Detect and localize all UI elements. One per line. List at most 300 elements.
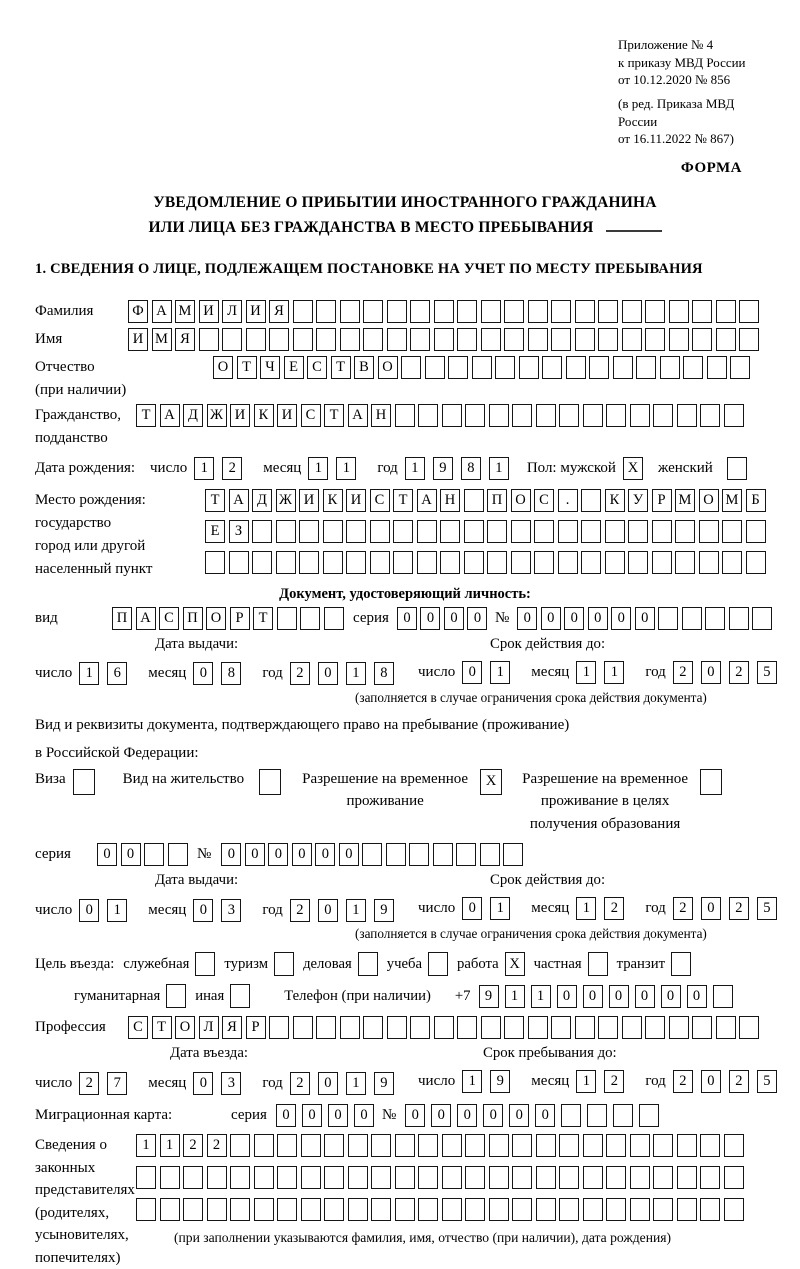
char-cell[interactable] xyxy=(653,404,673,427)
char-cell[interactable] xyxy=(559,1134,579,1157)
char-cell[interactable] xyxy=(395,1166,415,1189)
char-cell[interactable] xyxy=(183,1198,203,1221)
char-cell[interactable] xyxy=(504,328,524,351)
char-cell[interactable]: 9 xyxy=(479,985,499,1008)
char-cell[interactable] xyxy=(410,1016,430,1039)
date-cell[interactable]: 2 xyxy=(290,899,310,922)
char-cell[interactable] xyxy=(401,356,421,379)
char-cell[interactable] xyxy=(387,1016,407,1039)
date-cell[interactable]: 0 xyxy=(462,897,482,920)
char-cell[interactable] xyxy=(699,520,719,543)
char-cell[interactable] xyxy=(417,551,437,574)
char-cell[interactable] xyxy=(739,328,759,351)
char-cell[interactable] xyxy=(299,520,319,543)
char-cell[interactable]: К xyxy=(323,489,343,512)
char-cell[interactable] xyxy=(605,520,625,543)
char-cell[interactable]: А xyxy=(160,404,180,427)
char-cell[interactable]: 2 xyxy=(207,1134,227,1157)
char-cell[interactable] xyxy=(700,1198,720,1221)
char-cell[interactable] xyxy=(371,1166,391,1189)
char-cell[interactable] xyxy=(144,843,164,866)
date-cell[interactable]: 1 xyxy=(489,457,509,480)
char-cell[interactable] xyxy=(324,1198,344,1221)
char-cell[interactable] xyxy=(340,1016,360,1039)
char-cell[interactable] xyxy=(207,1198,227,1221)
char-cell[interactable] xyxy=(512,404,532,427)
char-cell[interactable]: А xyxy=(136,607,156,630)
char-cell[interactable] xyxy=(519,356,539,379)
char-cell[interactable]: М xyxy=(152,328,172,351)
char-cell[interactable] xyxy=(606,1166,626,1189)
char-cell[interactable] xyxy=(622,328,642,351)
char-cell[interactable] xyxy=(277,1134,297,1157)
char-cell[interactable] xyxy=(512,1166,532,1189)
char-cell[interactable] xyxy=(440,520,460,543)
char-cell[interactable] xyxy=(489,1198,509,1221)
char-cell[interactable] xyxy=(729,607,749,630)
date-cell[interactable]: 1 xyxy=(346,899,366,922)
char-cell[interactable] xyxy=(489,1134,509,1157)
date-cell[interactable]: 1 xyxy=(576,897,596,920)
char-cell[interactable] xyxy=(465,1166,485,1189)
char-cell[interactable] xyxy=(433,843,453,866)
char-cell[interactable] xyxy=(457,1016,477,1039)
char-cell[interactable]: 0 xyxy=(457,1104,477,1127)
char-cell[interactable] xyxy=(713,985,733,1008)
date-cell[interactable]: 3 xyxy=(221,899,241,922)
char-cell[interactable]: 0 xyxy=(635,607,655,630)
char-cell[interactable]: Т xyxy=(136,404,156,427)
char-cell[interactable]: 0 xyxy=(517,607,537,630)
char-cell[interactable] xyxy=(692,328,712,351)
char-cell[interactable] xyxy=(495,356,515,379)
char-cell[interactable]: С xyxy=(301,404,321,427)
date-cell[interactable]: 0 xyxy=(79,899,99,922)
char-cell[interactable] xyxy=(605,551,625,574)
char-cell[interactable]: Я xyxy=(222,1016,242,1039)
date-cell[interactable]: 1 xyxy=(346,662,366,685)
char-cell[interactable] xyxy=(630,404,650,427)
date-cell[interactable]: 1 xyxy=(107,899,127,922)
char-cell[interactable]: 0 xyxy=(315,843,335,866)
char-cell[interactable] xyxy=(558,520,578,543)
date-cell[interactable]: 9 xyxy=(490,1070,510,1093)
char-cell[interactable]: Ф xyxy=(128,300,148,323)
date-cell[interactable]: 1 xyxy=(79,662,99,685)
date-cell[interactable]: 9 xyxy=(374,1072,394,1095)
education-residence-permit-checkbox[interactable] xyxy=(700,769,722,795)
char-cell[interactable] xyxy=(464,551,484,574)
date-cell[interactable]: 5 xyxy=(757,1070,777,1093)
char-cell[interactable] xyxy=(168,843,188,866)
char-cell[interactable] xyxy=(371,1134,391,1157)
char-cell[interactable] xyxy=(739,300,759,323)
date-cell[interactable]: 1 xyxy=(490,897,510,920)
char-cell[interactable]: Т xyxy=(237,356,257,379)
char-cell[interactable] xyxy=(323,551,343,574)
other-checkbox[interactable] xyxy=(230,984,250,1008)
private-checkbox[interactable] xyxy=(588,952,608,976)
char-cell[interactable] xyxy=(464,489,484,512)
char-cell[interactable] xyxy=(581,551,601,574)
char-cell[interactable] xyxy=(639,1104,659,1127)
char-cell[interactable]: Р xyxy=(246,1016,266,1039)
sex-male-checkbox[interactable]: X xyxy=(623,457,643,480)
char-cell[interactable] xyxy=(660,356,680,379)
char-cell[interactable] xyxy=(559,1166,579,1189)
char-cell[interactable] xyxy=(730,356,750,379)
char-cell[interactable] xyxy=(346,520,366,543)
char-cell[interactable]: И xyxy=(199,300,219,323)
char-cell[interactable] xyxy=(675,551,695,574)
date-cell[interactable]: 2 xyxy=(79,1072,99,1095)
tourism-checkbox[interactable] xyxy=(274,952,294,976)
char-cell[interactable] xyxy=(536,1134,556,1157)
char-cell[interactable]: З xyxy=(229,520,249,543)
char-cell[interactable] xyxy=(677,404,697,427)
char-cell[interactable]: И xyxy=(299,489,319,512)
char-cell[interactable]: 0 xyxy=(268,843,288,866)
char-cell[interactable] xyxy=(269,328,289,351)
char-cell[interactable]: О xyxy=(378,356,398,379)
char-cell[interactable] xyxy=(418,1134,438,1157)
char-cell[interactable] xyxy=(301,1198,321,1221)
char-cell[interactable] xyxy=(512,1198,532,1221)
char-cell[interactable]: К xyxy=(254,404,274,427)
char-cell[interactable]: Д xyxy=(183,404,203,427)
char-cell[interactable]: Е xyxy=(284,356,304,379)
char-cell[interactable]: 0 xyxy=(328,1104,348,1127)
char-cell[interactable] xyxy=(583,1166,603,1189)
char-cell[interactable] xyxy=(630,1134,650,1157)
char-cell[interactable] xyxy=(677,1198,697,1221)
char-cell[interactable]: Ч xyxy=(260,356,280,379)
char-cell[interactable]: И xyxy=(346,489,366,512)
char-cell[interactable] xyxy=(724,404,744,427)
char-cell[interactable] xyxy=(652,520,672,543)
char-cell[interactable]: М xyxy=(722,489,742,512)
char-cell[interactable] xyxy=(440,551,460,574)
date-cell[interactable]: 9 xyxy=(433,457,453,480)
char-cell[interactable]: 0 xyxy=(535,1104,555,1127)
char-cell[interactable] xyxy=(301,1134,321,1157)
char-cell[interactable] xyxy=(705,607,725,630)
date-cell[interactable]: 2 xyxy=(673,1070,693,1093)
char-cell[interactable] xyxy=(722,551,742,574)
char-cell[interactable]: Т xyxy=(331,356,351,379)
char-cell[interactable] xyxy=(340,300,360,323)
char-cell[interactable]: С xyxy=(128,1016,148,1039)
char-cell[interactable] xyxy=(472,356,492,379)
char-cell[interactable] xyxy=(669,300,689,323)
date-cell[interactable]: 1 xyxy=(194,457,214,480)
date-cell[interactable]: 1 xyxy=(405,457,425,480)
char-cell[interactable] xyxy=(465,1134,485,1157)
char-cell[interactable]: О xyxy=(175,1016,195,1039)
char-cell[interactable]: 0 xyxy=(339,843,359,866)
char-cell[interactable]: Д xyxy=(252,489,272,512)
date-cell[interactable]: 1 xyxy=(346,1072,366,1095)
char-cell[interactable]: 0 xyxy=(405,1104,425,1127)
char-cell[interactable] xyxy=(558,551,578,574)
char-cell[interactable] xyxy=(230,1198,250,1221)
date-cell[interactable]: 2 xyxy=(729,1070,749,1093)
work-checkbox[interactable]: X xyxy=(505,952,525,976)
char-cell[interactable] xyxy=(504,300,524,323)
char-cell[interactable]: 0 xyxy=(541,607,561,630)
char-cell[interactable] xyxy=(276,551,296,574)
char-cell[interactable] xyxy=(160,1166,180,1189)
char-cell[interactable] xyxy=(230,1166,250,1189)
char-cell[interactable]: И xyxy=(128,328,148,351)
char-cell[interactable] xyxy=(393,551,413,574)
char-cell[interactable]: 0 xyxy=(245,843,265,866)
char-cell[interactable] xyxy=(348,1166,368,1189)
char-cell[interactable] xyxy=(645,328,665,351)
char-cell[interactable] xyxy=(581,489,601,512)
char-cell[interactable]: 0 xyxy=(431,1104,451,1127)
char-cell[interactable] xyxy=(739,1016,759,1039)
char-cell[interactable]: 0 xyxy=(302,1104,322,1127)
char-cell[interactable] xyxy=(136,1198,156,1221)
char-cell[interactable] xyxy=(658,607,678,630)
char-cell[interactable]: Ж xyxy=(207,404,227,427)
date-cell[interactable]: 0 xyxy=(701,661,721,684)
char-cell[interactable]: Т xyxy=(253,607,273,630)
char-cell[interactable] xyxy=(456,843,476,866)
char-cell[interactable]: С xyxy=(307,356,327,379)
char-cell[interactable] xyxy=(254,1134,274,1157)
char-cell[interactable] xyxy=(746,551,766,574)
char-cell[interactable] xyxy=(716,328,736,351)
date-cell[interactable]: 2 xyxy=(604,1070,624,1093)
char-cell[interactable] xyxy=(324,1134,344,1157)
char-cell[interactable] xyxy=(630,1166,650,1189)
date-cell[interactable]: 2 xyxy=(673,661,693,684)
char-cell[interactable] xyxy=(362,843,382,866)
char-cell[interactable]: 0 xyxy=(276,1104,296,1127)
char-cell[interactable]: Т xyxy=(152,1016,172,1039)
char-cell[interactable] xyxy=(746,520,766,543)
char-cell[interactable] xyxy=(246,328,266,351)
char-cell[interactable] xyxy=(716,300,736,323)
char-cell[interactable] xyxy=(370,520,390,543)
char-cell[interactable]: И xyxy=(246,300,266,323)
char-cell[interactable]: 1 xyxy=(531,985,551,1008)
char-cell[interactable] xyxy=(230,1134,250,1157)
char-cell[interactable]: А xyxy=(417,489,437,512)
char-cell[interactable] xyxy=(700,1166,720,1189)
char-cell[interactable] xyxy=(348,1198,368,1221)
char-cell[interactable] xyxy=(606,1134,626,1157)
humanitarian-checkbox[interactable] xyxy=(166,984,186,1008)
char-cell[interactable] xyxy=(410,300,430,323)
char-cell[interactable] xyxy=(316,328,336,351)
date-cell[interactable]: 1 xyxy=(576,661,596,684)
char-cell[interactable]: Т xyxy=(205,489,225,512)
char-cell[interactable]: О xyxy=(511,489,531,512)
char-cell[interactable] xyxy=(536,1166,556,1189)
char-cell[interactable]: 1 xyxy=(505,985,525,1008)
char-cell[interactable] xyxy=(277,1166,297,1189)
char-cell[interactable] xyxy=(699,551,719,574)
date-cell[interactable]: 0 xyxy=(193,899,213,922)
char-cell[interactable] xyxy=(645,300,665,323)
char-cell[interactable]: Ж xyxy=(276,489,296,512)
char-cell[interactable] xyxy=(551,300,571,323)
char-cell[interactable] xyxy=(534,551,554,574)
char-cell[interactable]: 0 xyxy=(97,843,117,866)
char-cell[interactable] xyxy=(457,300,477,323)
char-cell[interactable]: Р xyxy=(652,489,672,512)
char-cell[interactable] xyxy=(489,1166,509,1189)
char-cell[interactable] xyxy=(252,520,272,543)
char-cell[interactable] xyxy=(675,520,695,543)
char-cell[interactable] xyxy=(183,1166,203,1189)
char-cell[interactable] xyxy=(511,551,531,574)
char-cell[interactable]: Н xyxy=(371,404,391,427)
char-cell[interactable] xyxy=(504,1016,524,1039)
char-cell[interactable] xyxy=(323,520,343,543)
char-cell[interactable] xyxy=(622,300,642,323)
char-cell[interactable] xyxy=(606,404,626,427)
char-cell[interactable] xyxy=(276,520,296,543)
char-cell[interactable] xyxy=(324,1166,344,1189)
char-cell[interactable] xyxy=(293,300,313,323)
char-cell[interactable]: Н xyxy=(440,489,460,512)
char-cell[interactable] xyxy=(316,300,336,323)
char-cell[interactable] xyxy=(536,1198,556,1221)
char-cell[interactable] xyxy=(583,1198,603,1221)
date-cell[interactable]: 1 xyxy=(604,661,624,684)
char-cell[interactable] xyxy=(465,404,485,427)
char-cell[interactable] xyxy=(489,404,509,427)
char-cell[interactable] xyxy=(551,328,571,351)
char-cell[interactable] xyxy=(528,1016,548,1039)
date-cell[interactable]: 1 xyxy=(462,1070,482,1093)
char-cell[interactable]: О xyxy=(206,607,226,630)
char-cell[interactable] xyxy=(417,520,437,543)
char-cell[interactable] xyxy=(480,843,500,866)
char-cell[interactable] xyxy=(487,520,507,543)
char-cell[interactable] xyxy=(371,1198,391,1221)
char-cell[interactable] xyxy=(222,328,242,351)
date-cell[interactable]: 0 xyxy=(318,1072,338,1095)
char-cell[interactable]: 0 xyxy=(420,607,440,630)
char-cell[interactable] xyxy=(583,1134,603,1157)
char-cell[interactable] xyxy=(722,520,742,543)
char-cell[interactable] xyxy=(387,300,407,323)
char-cell[interactable] xyxy=(677,1166,697,1189)
char-cell[interactable]: 1 xyxy=(136,1134,156,1157)
char-cell[interactable]: 0 xyxy=(635,985,655,1008)
char-cell[interactable] xyxy=(700,404,720,427)
char-cell[interactable]: М xyxy=(175,300,195,323)
residence-permit-checkbox[interactable] xyxy=(259,769,281,795)
char-cell[interactable] xyxy=(653,1134,673,1157)
char-cell[interactable]: . xyxy=(558,489,578,512)
char-cell[interactable] xyxy=(669,1016,689,1039)
char-cell[interactable]: 0 xyxy=(509,1104,529,1127)
char-cell[interactable]: Е xyxy=(205,520,225,543)
char-cell[interactable] xyxy=(613,356,633,379)
char-cell[interactable] xyxy=(559,404,579,427)
char-cell[interactable] xyxy=(613,1104,633,1127)
char-cell[interactable] xyxy=(566,356,586,379)
char-cell[interactable] xyxy=(409,843,429,866)
date-cell[interactable]: 2 xyxy=(290,1072,310,1095)
char-cell[interactable]: А xyxy=(348,404,368,427)
char-cell[interactable]: И xyxy=(277,404,297,427)
char-cell[interactable] xyxy=(254,1166,274,1189)
char-cell[interactable] xyxy=(252,551,272,574)
char-cell[interactable]: О xyxy=(213,356,233,379)
char-cell[interactable] xyxy=(598,328,618,351)
char-cell[interactable]: 0 xyxy=(444,607,464,630)
char-cell[interactable]: Л xyxy=(222,300,242,323)
char-cell[interactable] xyxy=(442,1198,462,1221)
char-cell[interactable] xyxy=(528,328,548,351)
char-cell[interactable] xyxy=(534,520,554,543)
char-cell[interactable] xyxy=(583,404,603,427)
date-cell[interactable]: 6 xyxy=(107,662,127,685)
char-cell[interactable] xyxy=(559,1198,579,1221)
date-cell[interactable]: 7 xyxy=(107,1072,127,1095)
char-cell[interactable] xyxy=(425,356,445,379)
char-cell[interactable] xyxy=(301,1166,321,1189)
char-cell[interactable] xyxy=(724,1166,744,1189)
char-cell[interactable] xyxy=(481,1016,501,1039)
char-cell[interactable] xyxy=(628,520,648,543)
char-cell[interactable] xyxy=(442,404,462,427)
char-cell[interactable] xyxy=(370,551,390,574)
char-cell[interactable] xyxy=(528,300,548,323)
char-cell[interactable] xyxy=(575,1016,595,1039)
char-cell[interactable]: 0 xyxy=(609,985,629,1008)
date-cell[interactable]: 8 xyxy=(221,662,241,685)
char-cell[interactable]: 0 xyxy=(588,607,608,630)
date-cell[interactable]: 1 xyxy=(576,1070,596,1093)
char-cell[interactable]: С xyxy=(534,489,554,512)
char-cell[interactable]: Я xyxy=(175,328,195,351)
char-cell[interactable]: 0 xyxy=(557,985,577,1008)
date-cell[interactable]: 2 xyxy=(673,897,693,920)
date-cell[interactable]: 1 xyxy=(308,457,328,480)
char-cell[interactable] xyxy=(692,300,712,323)
char-cell[interactable] xyxy=(628,551,648,574)
char-cell[interactable] xyxy=(418,1166,438,1189)
char-cell[interactable] xyxy=(324,607,344,630)
date-cell[interactable]: 3 xyxy=(221,1072,241,1095)
char-cell[interactable]: Т xyxy=(324,404,344,427)
char-cell[interactable] xyxy=(418,404,438,427)
char-cell[interactable] xyxy=(410,328,430,351)
char-cell[interactable] xyxy=(606,1198,626,1221)
char-cell[interactable] xyxy=(677,1134,697,1157)
date-cell[interactable]: 5 xyxy=(757,897,777,920)
char-cell[interactable] xyxy=(205,551,225,574)
date-cell[interactable]: 8 xyxy=(461,457,481,480)
char-cell[interactable] xyxy=(363,1016,383,1039)
char-cell[interactable]: М xyxy=(675,489,695,512)
date-cell[interactable]: 2 xyxy=(604,897,624,920)
char-cell[interactable]: Р xyxy=(230,607,250,630)
char-cell[interactable]: 2 xyxy=(183,1134,203,1157)
char-cell[interactable] xyxy=(724,1198,744,1221)
char-cell[interactable] xyxy=(300,607,320,630)
char-cell[interactable] xyxy=(293,328,313,351)
char-cell[interactable] xyxy=(683,356,703,379)
